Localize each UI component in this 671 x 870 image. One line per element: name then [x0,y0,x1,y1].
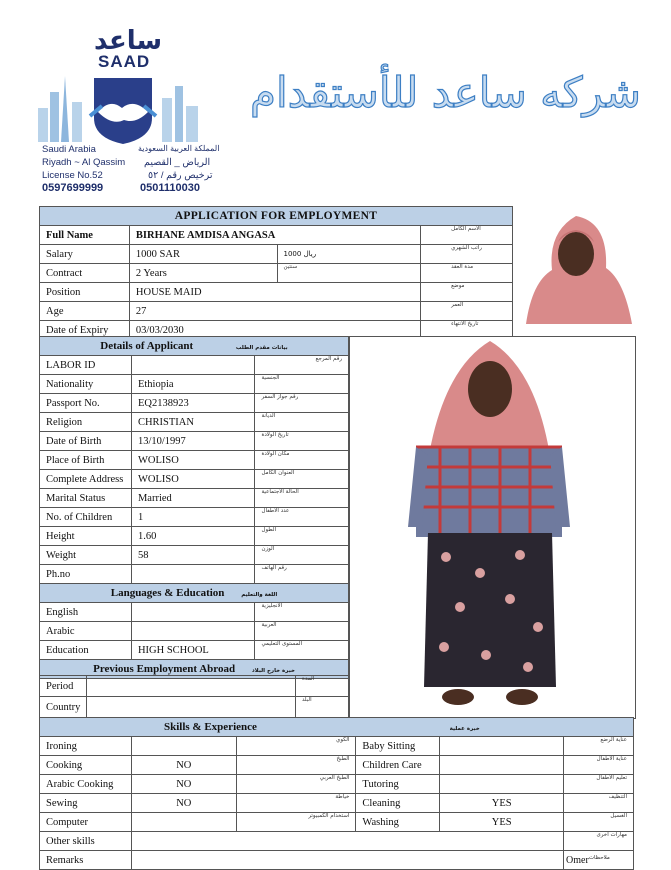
detail-label: Place of Birth [40,451,132,470]
logo-country-en: Saudi Arabia [42,144,96,155]
detail-value: WOLISO [131,451,255,470]
language-row-education [40,641,349,660]
detail-arabic: تاريخ الولادة [255,432,349,451]
skill-arabic: عناية الرضع [564,737,634,756]
logo-phone-right: 0501110030 [140,182,200,194]
skill-value: NO [131,775,236,794]
skill-row [40,775,634,794]
detail-value: 58 [131,546,255,565]
skill-row [40,737,634,756]
age-arabic: العمر [421,302,513,321]
full-name-value: BIRHANE AMDISA ANGASA [129,226,420,245]
languages-header-label: Languages & Education [110,587,225,599]
language-arabic: الانجليزية [255,603,349,622]
remarks-spacer [131,851,563,870]
detail-value [131,356,255,375]
skill-value: NO [131,794,236,813]
skill-arabic: الغسيل [564,813,634,832]
language-value [131,603,255,622]
other-skills-value [131,832,563,851]
detail-arabic: رقم الهاتف [255,565,349,584]
skill-row [40,794,634,813]
skills-header [40,718,634,737]
detail-value: Ethiopia [131,375,255,394]
skill-arabic: تعليم الأطفال [564,775,634,794]
company-logo [32,22,220,197]
company-title-arabic: شركه ساعد للأستقدام [250,68,642,117]
contract-mid-arabic: سنتين [277,264,421,283]
skill-label: Computer [40,813,132,832]
detail-arabic: عدد الاطفال [255,508,349,527]
salary-riyal: 1000 ريال [277,245,421,264]
details-header-label: Details of Applicant [100,340,194,352]
detail-row-weight [40,546,349,565]
salary-label: Salary [40,245,130,264]
skills-header-label: Skills & Experience [164,721,257,733]
previous-header-label: Previous Employment Abroad [93,663,236,675]
detail-arabic: رقم جواز السفر [255,394,349,413]
detail-arabic: الجنسية [255,375,349,394]
period-label: Period [40,676,87,697]
full-name-arabic: الاسم الكامل [421,226,513,245]
languages-header-arabic: اللغة والتعليم [241,592,278,598]
skill-value [440,756,564,775]
logo-license-ar: ترخيص رقم / ٥٢ [148,170,213,181]
language-arabic: المستوى التعليمي [255,641,349,660]
language-row-arabic [40,622,349,641]
detail-value: EQ2138923 [131,394,255,413]
skill-value: YES [440,794,564,813]
country-value [87,697,296,718]
logo-city-en: Riyadh ~ Al Qassim [42,157,126,168]
skill-value: YES [440,813,564,832]
other-skills-row [40,832,634,851]
logo-brand-english: SAAD [98,52,151,71]
remarks-arabic: ملاحظات [588,854,610,861]
skill-label: Tutoring [356,775,440,794]
portrait-photo [518,212,635,324]
expiry-value: 03/03/2030 [129,321,420,340]
logo-brand-arabic: ساعد [94,26,163,56]
details-header [40,337,349,356]
skill-row [40,756,634,775]
contract-label: Contract [40,264,130,283]
skill-arabic: الطبخ العربي [236,775,356,794]
application-table [39,206,513,340]
logo-country-ar: المملكة العربية السعودية [138,144,220,153]
detail-arabic: الحالة الاجتماعية [255,489,349,508]
skill-label: Sewing [40,794,132,813]
skill-arabic: عناية الأطفال [564,756,634,775]
detail-row-nationality [40,375,349,394]
logo-city-ar: الرياض _ القصيم [144,157,211,168]
detail-label: Nationality [40,375,132,394]
skill-arabic: استخدام الكمبيوتر [236,813,356,832]
detail-label: No. of Children [40,508,132,527]
salary-arabic: راتب الشهري [421,245,513,264]
other-skills-arabic: مهارات أخرى [564,832,634,851]
remarks-cell [564,851,634,870]
skill-label: Baby Sitting [356,737,440,756]
detail-label: Marital Status [40,489,132,508]
skill-row [40,813,634,832]
skill-value [440,737,564,756]
salary-value: 1000 SAR [129,245,277,264]
detail-row-address [40,470,349,489]
position-arabic: موضع [421,283,513,302]
detail-row-marital [40,489,349,508]
full-name-label: Full Name [40,226,130,245]
detail-label: Religion [40,413,132,432]
other-skills-label: Other skills [40,832,132,851]
detail-label: Passport No. [40,394,132,413]
detail-arabic: مكان الولادة [255,451,349,470]
detail-label: LABOR ID [40,356,132,375]
skill-label: Washing [356,813,440,832]
detail-label: Weight [40,546,132,565]
position-label: Position [40,283,130,302]
detail-label: Complete Address [40,470,132,489]
detail-row-place-of-birth [40,451,349,470]
skill-arabic: خياطة [236,794,356,813]
period-value [87,676,296,697]
detail-value: 1.60 [131,527,255,546]
skill-label: Cooking [40,756,132,775]
languages-header [40,584,349,603]
detail-row-children [40,508,349,527]
detail-label: Ph.no [40,565,132,584]
language-value: HIGH SCHOOL [131,641,255,660]
age-value: 27 [129,302,420,321]
language-row-english [40,603,349,622]
skill-value [131,813,236,832]
detail-arabic: رقم المرجع [255,356,349,375]
detail-arabic: الطول [255,527,349,546]
previous-table [39,675,349,718]
detail-row-dob [40,432,349,451]
language-value [131,622,255,641]
language-label: Arabic [40,622,132,641]
country-arabic: البلد [296,697,349,718]
language-label: Education [40,641,132,660]
detail-label: Height [40,527,132,546]
detail-row-labor-id [40,356,349,375]
detail-label: Date of Birth [40,432,132,451]
detail-row-phone [40,565,349,584]
logo-phone-left: 0597699999 [42,182,104,194]
skyline-handshake-icon [32,68,214,146]
skill-label: Children Care [356,756,440,775]
period-arabic: المدة [296,676,349,697]
skill-label: Ironing [40,737,132,756]
detail-value: WOLISO [131,470,255,489]
skill-label: Cleaning [356,794,440,813]
remarks-label: Remarks [40,851,132,870]
skill-arabic: التنظيف [564,794,634,813]
detail-value: 13/10/1997 [131,432,255,451]
detail-row-religion [40,413,349,432]
detail-value: CHRISTIAN [131,413,255,432]
detail-row-passport [40,394,349,413]
detail-arabic: الوزن [255,546,349,565]
contract-arabic: مدة العقد [421,264,513,283]
contract-value: 2 Years [129,264,277,283]
expiry-arabic: تاريخ الانتهاء [421,321,513,340]
detail-value [131,565,255,584]
remarks-value: Omer [566,854,589,866]
detail-value: 1 [131,508,255,527]
previous-header-arabic: خبرة خارج البلاد [251,668,295,674]
position-value: HOUSE MAID [129,283,420,302]
age-label: Age [40,302,130,321]
language-arabic: العربية [255,622,349,641]
skill-arabic: الكوي [236,737,356,756]
skill-value [131,737,236,756]
skill-value [440,775,564,794]
detail-row-height [40,527,349,546]
language-label: English [40,603,132,622]
country-label: Country [40,697,87,718]
detail-value: Married [131,489,255,508]
full-body-photo [349,336,636,719]
skill-value: NO [131,756,236,775]
skill-label: Arabic Cooking [40,775,132,794]
detail-arabic: الديانة [255,413,349,432]
expiry-label: Date of Expiry [40,321,130,340]
details-table [39,336,349,679]
details-header-arabic: بيانات مقدم الطلب [235,345,288,351]
skills-table [39,717,634,870]
application-title: APPLICATION FOR EMPLOYMENT [40,207,513,226]
skills-header-arabic: خبرة عملية [449,726,480,732]
remarks-row [40,851,634,870]
skill-arabic: الطبخ [236,756,356,775]
detail-arabic: العنوان الكامل [255,470,349,489]
logo-license-en: License No.52 [42,170,103,181]
